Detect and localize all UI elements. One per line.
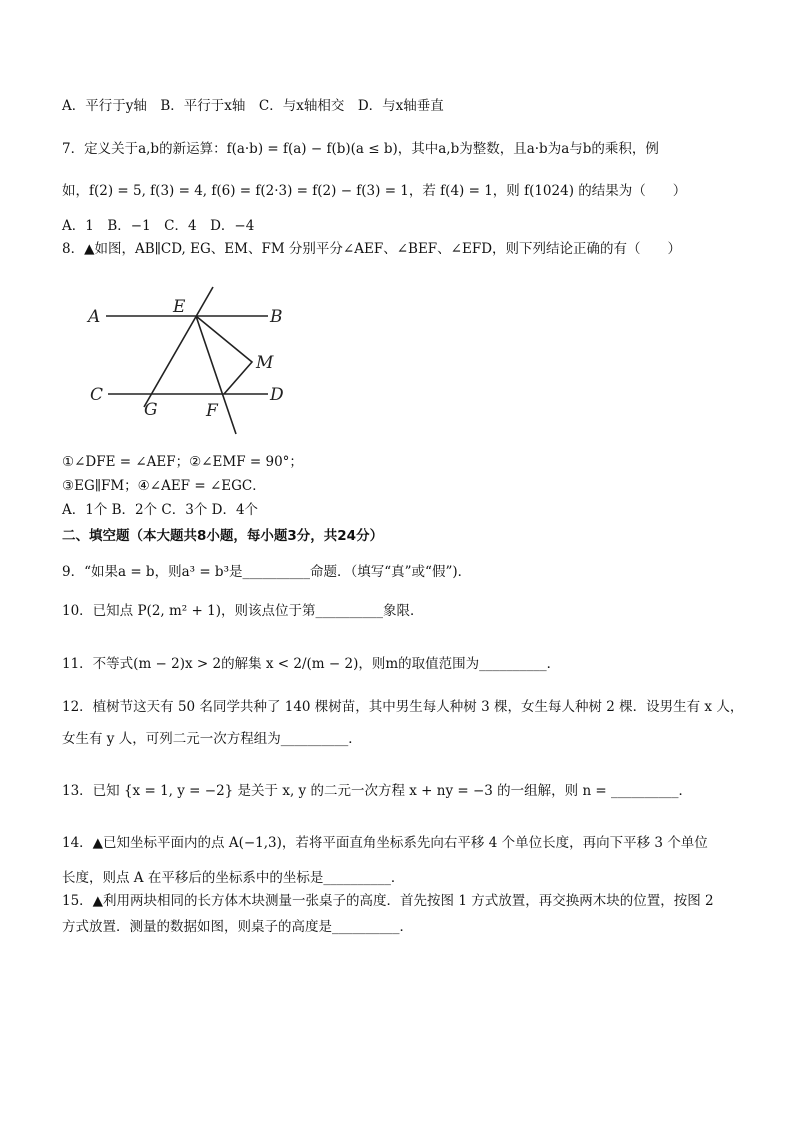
label-a: A [88,307,101,327]
q7-stem-cont: 如，f(2) = 5, f(3) = 4, f(6) = f(2·3) = f(2) − f(3) = 1，若 f(4) = 1，则 f(1024) 的结果为（ ） [62,183,687,199]
q7-stem: 7．定义关于a,b的新运算：f(a·b) = f(a) − f(b)(a ≤ b)，其中a,b为整数，且a·b为a与b的乘积，例 [62,141,659,157]
q8-stem: 8．▲如图，AB∥CD, EG、EM、FM 分别平分∠AEF、∠BEF、∠EFD，则下列结论正确的有（ ） [62,241,682,257]
label-c: C [90,385,104,405]
q14: 14．▲已知坐标平面内的点 A(−1,3)，若将平面直角坐标系先向右平移 4 个单位长度，再向下平移 3 个单位 [62,835,708,851]
q7-options: A．1 B．−1 C．4 D．−4 [62,218,255,234]
figure-svg [78,282,308,442]
q10: 10．已知点 P(2, m² + 1)，则该点位于第__________象限． [62,603,424,619]
q8-conclusions-2: ③EG∥FM；④∠AEF = ∠EGC． [62,478,266,494]
q9: 9．“如果a = b，则a³ = b³是__________命题．（填写“真”或“假”)． [62,564,472,580]
lines-em-fm [196,316,252,394]
q15: 15．▲利用两块相同的长方体木块测量一张桌子的高度．首先按图 1 方式放置，再交换两木块的位置，按图 2 [62,893,714,909]
q8-options: A．1个 B．2个 C．3个 D．4个 [62,502,259,518]
parallel-lines-figure [78,282,308,442]
q12-cont: 女生有 y 人，可列二元一次方程组为__________． [62,731,362,747]
q8-conclusions-1: ①∠DFE = ∠AEF；②∠EMF = 90°； [62,454,303,470]
q12: 12．植树节这天有 50 名同学共种了 140 棵树苗，其中男生每人种树 3 棵，女生每人种树 2 棵．设男生有 x 人， [62,699,744,715]
label-b: B [270,307,283,327]
label-d: D [270,385,284,405]
label-e: E [173,297,186,317]
label-f: F [206,401,218,421]
q6-options: A．平行于y轴 B．平行于x轴 C．与x轴相交 D．与x轴垂直 [62,98,444,114]
q14-cont: 长度，则点 A 在平移后的坐标系中的坐标是__________． [62,870,405,886]
q15-cont: 方式放置．测量的数据如图，则桌子的高度是__________． [62,919,413,935]
label-m: M [256,353,274,373]
section-heading-fill-in: 二、填空题（本大题共8小题，每小题3分，共24分） [62,528,384,544]
q13: 13．已知 {x = 1, y = −2} 是关于 x, y 的二元一次方程 x + ny = −3 的一组解，则 n = __________． [62,783,693,799]
q11: 11．不等式(m − 2)x > 2的解集 x < 2/(m − 2)，则m的取值范围为__________． [62,656,561,672]
label-g: G [144,400,158,420]
